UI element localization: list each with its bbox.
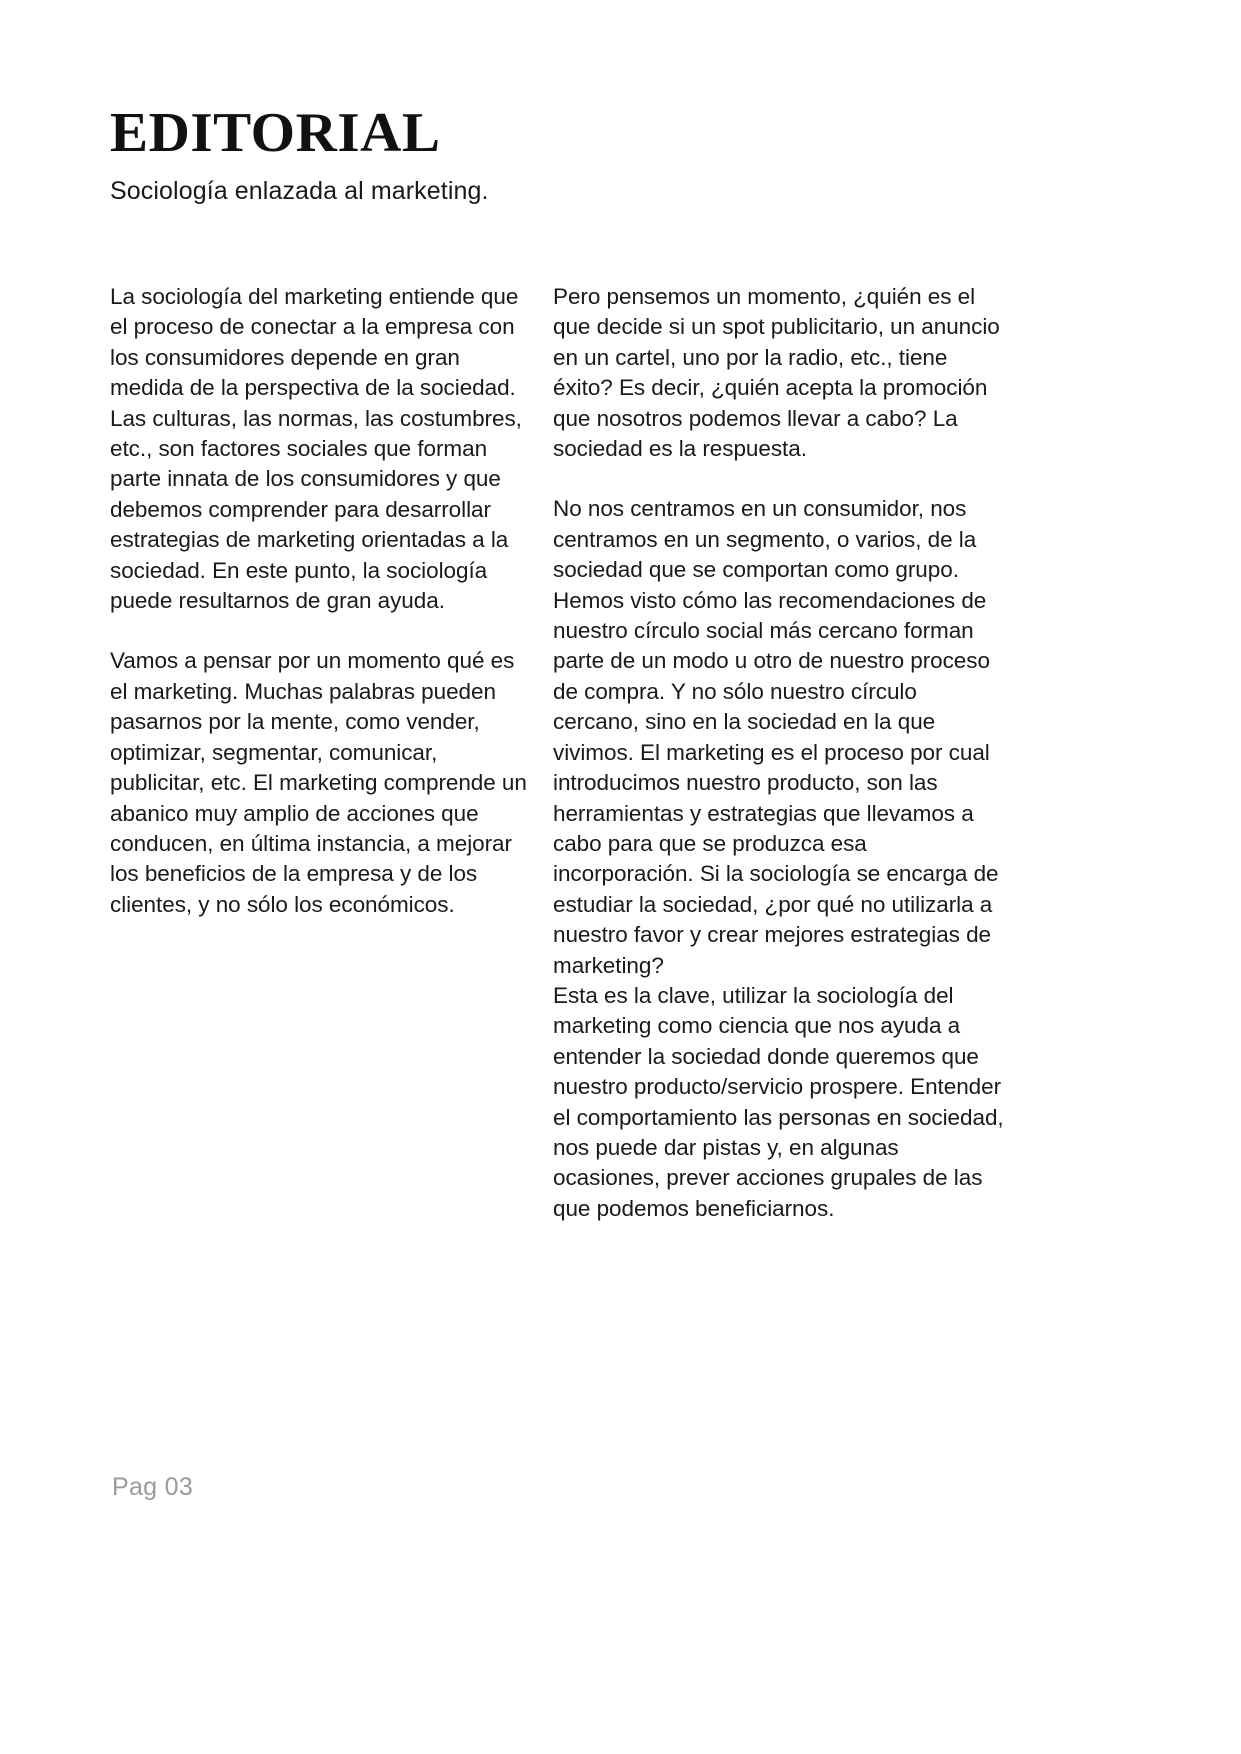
paragraph: Vamos a pensar por un momento qué es el marketing. Muchas palabras pueden pasarnos por la mente, como vender, optimizar, segmentar, comunicar, publicitar, etc. El marketing comprende un abanico muy amplio de acciones que conducen, en última instancia, a mejorar los beneficios de la empresa y de los clientes, y no sólo los económicos. [110, 648, 527, 917]
page-footer [112, 1473, 193, 1502]
paragraph: Esta es la clave, utilizar la sociología del marketing como ciencia que nos ayuda a entender la sociedad donde queremos que nuestro producto/servicio prospere. Entender el comportamiento las personas en sociedad, nos puede dar pistas y, en algunas ocasiones, prever acciones grupales de las que podemos beneficiarnos. [553, 982, 1004, 1221]
masthead [110, 102, 1110, 209]
page-subtitle: Sociología enlazada al marketing. [110, 177, 489, 205]
right-column [553, 282, 1005, 1224]
left-column [110, 282, 552, 920]
paragraph: La sociología del marketing entiende que el proceso de conectar a la empresa con los consumidores depende en gran medida de la perspectiva de la sociedad. Las culturas, las normas, las costumbres, etc., son factores sociales que forman parte innata de los consumidores y que debemos comprender para desarrollar estrategias de marketing orientadas a la sociedad. En este punto, la sociología puede resultarnos de gran ayuda. [110, 284, 522, 614]
page-number: Pag 03 [112, 1473, 194, 1501]
article-body [110, 282, 1130, 1224]
page-title: EDITORIAL [110, 102, 441, 164]
paragraph: No nos centramos en un consumidor, nos centramos en un segmento, o varios, de la sociedad que se comportan como grupo. Hemos visto cómo las recomendaciones de nuestro círculo social más cercano forman parte de un modo u otro de nuestro proceso de compra. Y no sólo nuestro círculo cercano, sino en la sociedad en la que vivimos. El marketing es el proceso por cual introducimos nuestro producto, son las herramientas y estrategias que llevamos a cabo para que se produzca esa incorporación. Si la sociología se encarga de estudiar la sociedad, ¿por qué no utilizarla a nuestro favor y crear mejores estrategias de marketing? [553, 496, 999, 978]
paragraph: Pero pensemos un momento, ¿quién es el que decide si un spot publicitario, un anuncio en un cartel, uno por la radio, etc., tiene éxito? Es decir, ¿quién acepta la promoción que nosotros podemos llevar a cabo? La sociedad es la respuesta. [553, 284, 1000, 462]
